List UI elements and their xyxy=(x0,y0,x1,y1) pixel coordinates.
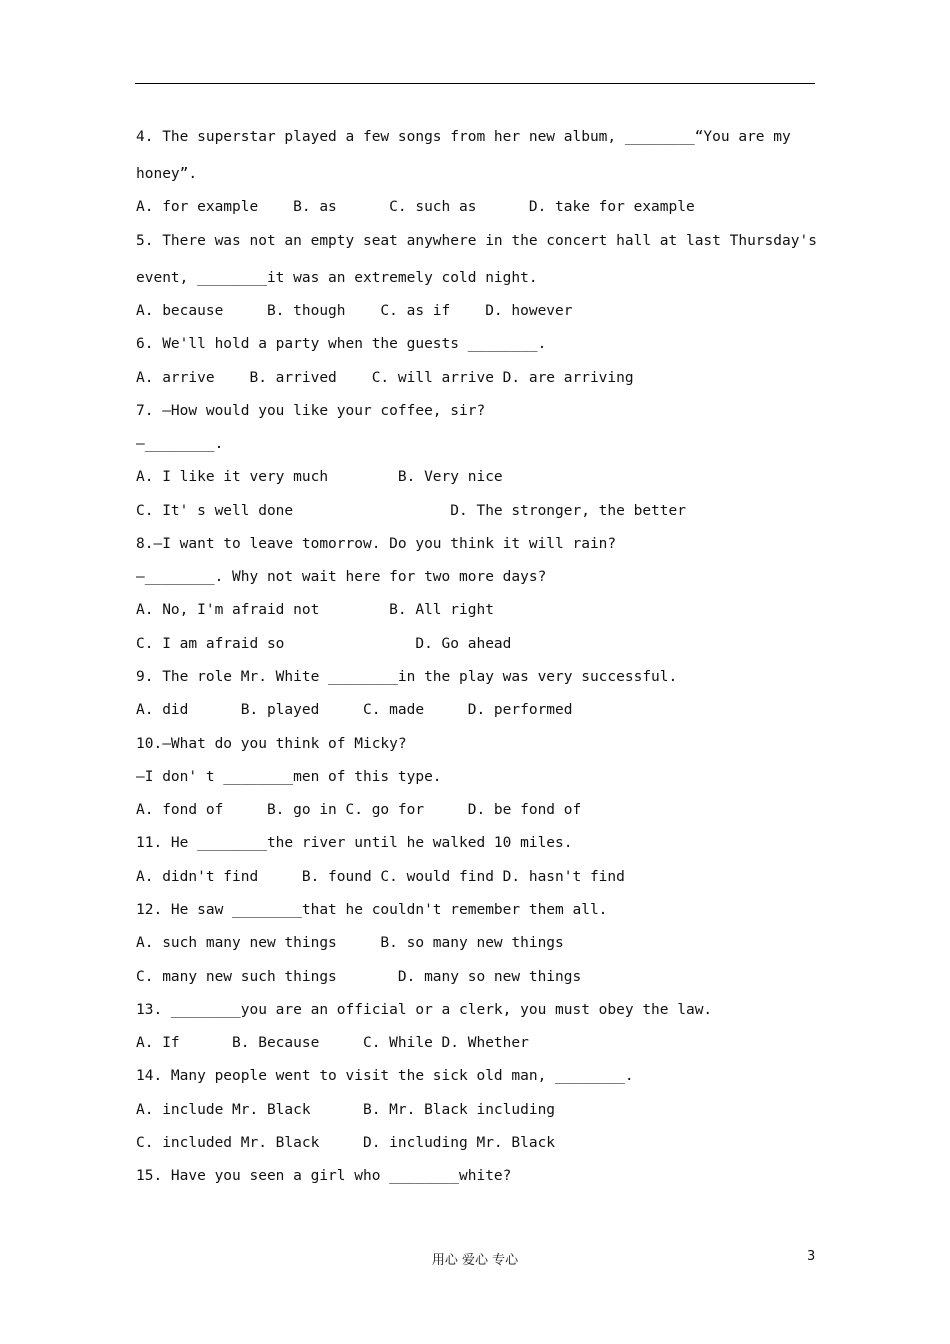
question-4-stem: 4. The superstar played a few songs from her new album, ________“You are my xyxy=(136,129,791,145)
question-8-stem: 8.—I want to leave tomorrow. Do you think it will rain? xyxy=(136,536,617,552)
question-7-response: —________. xyxy=(136,436,224,452)
question-8-response: —________. Why not wait here for two more days? xyxy=(136,569,547,585)
question-10-options: A. fond of B. go in C. go for D. be fond of xyxy=(136,802,582,818)
question-4-options: A. for example B. as C. such as D. take for example xyxy=(136,199,695,215)
question-7-options-ab: A. I like it very much B. Very nice xyxy=(136,469,503,485)
question-15-stem: 15. Have you seen a girl who ________white? xyxy=(136,1168,512,1184)
question-12-options-cd: C. many new such things D. many so new things xyxy=(136,969,582,985)
question-12-stem: 12. He saw ________that he couldn't remember them all. xyxy=(136,902,608,918)
question-6-options: A. arrive B. arrived C. will arrive D. are arriving xyxy=(136,370,634,386)
page-number: 3 xyxy=(807,1249,816,1264)
question-5-options: A. because B. though C. as if D. however xyxy=(136,303,573,319)
question-5-stem-cont: event, ________it was an extremely cold night. xyxy=(136,270,538,286)
question-10-response: —I don' t ________men of this type. xyxy=(136,769,442,785)
question-13-options: A. If B. Because C. While D. Whether xyxy=(136,1035,529,1051)
question-5-stem: 5. There was not an empty seat anywhere in the concert hall at last Thursday's xyxy=(136,233,817,249)
question-8-options-cd: C. I am afraid so D. Go ahead xyxy=(136,636,512,652)
question-14-options-cd: C. included Mr. Black D. including Mr. Black xyxy=(136,1135,556,1151)
question-13-stem: 13. ________you are an official or a clerk, you must obey the law. xyxy=(136,1002,713,1018)
question-6-stem: 6. We'll hold a party when the guests ________. xyxy=(136,336,547,352)
question-7-options-cd: C. It' s well done D. The stronger, the better xyxy=(136,503,686,519)
question-9-options: A. did B. played C. made D. performed xyxy=(136,702,573,718)
question-10-stem: 10.—What do you think of Micky? xyxy=(136,736,407,752)
header-rule xyxy=(135,83,815,84)
question-12-options-ab: A. such many new things B. so many new things xyxy=(136,935,564,951)
question-8-options-ab: A. No, I'm afraid not B. All right xyxy=(136,602,494,618)
footer-motto: 用心 爱心 专心 xyxy=(431,1253,519,1268)
question-11-options: A. didn't find B. found C. would find D. hasn't find xyxy=(136,869,625,885)
question-9-stem: 9. The role Mr. White ________in the play was very successful. xyxy=(136,669,678,685)
question-14-stem: 14. Many people went to visit the sick old man, ________. xyxy=(136,1068,634,1084)
question-7-stem: 7. —How would you like your coffee, sir? xyxy=(136,403,486,419)
question-4-stem-cont: honey”. xyxy=(136,166,198,182)
question-14-options-ab: A. include Mr. Black B. Mr. Black including xyxy=(136,1102,556,1118)
question-11-stem: 11. He ________the river until he walked 10 miles. xyxy=(136,835,573,851)
